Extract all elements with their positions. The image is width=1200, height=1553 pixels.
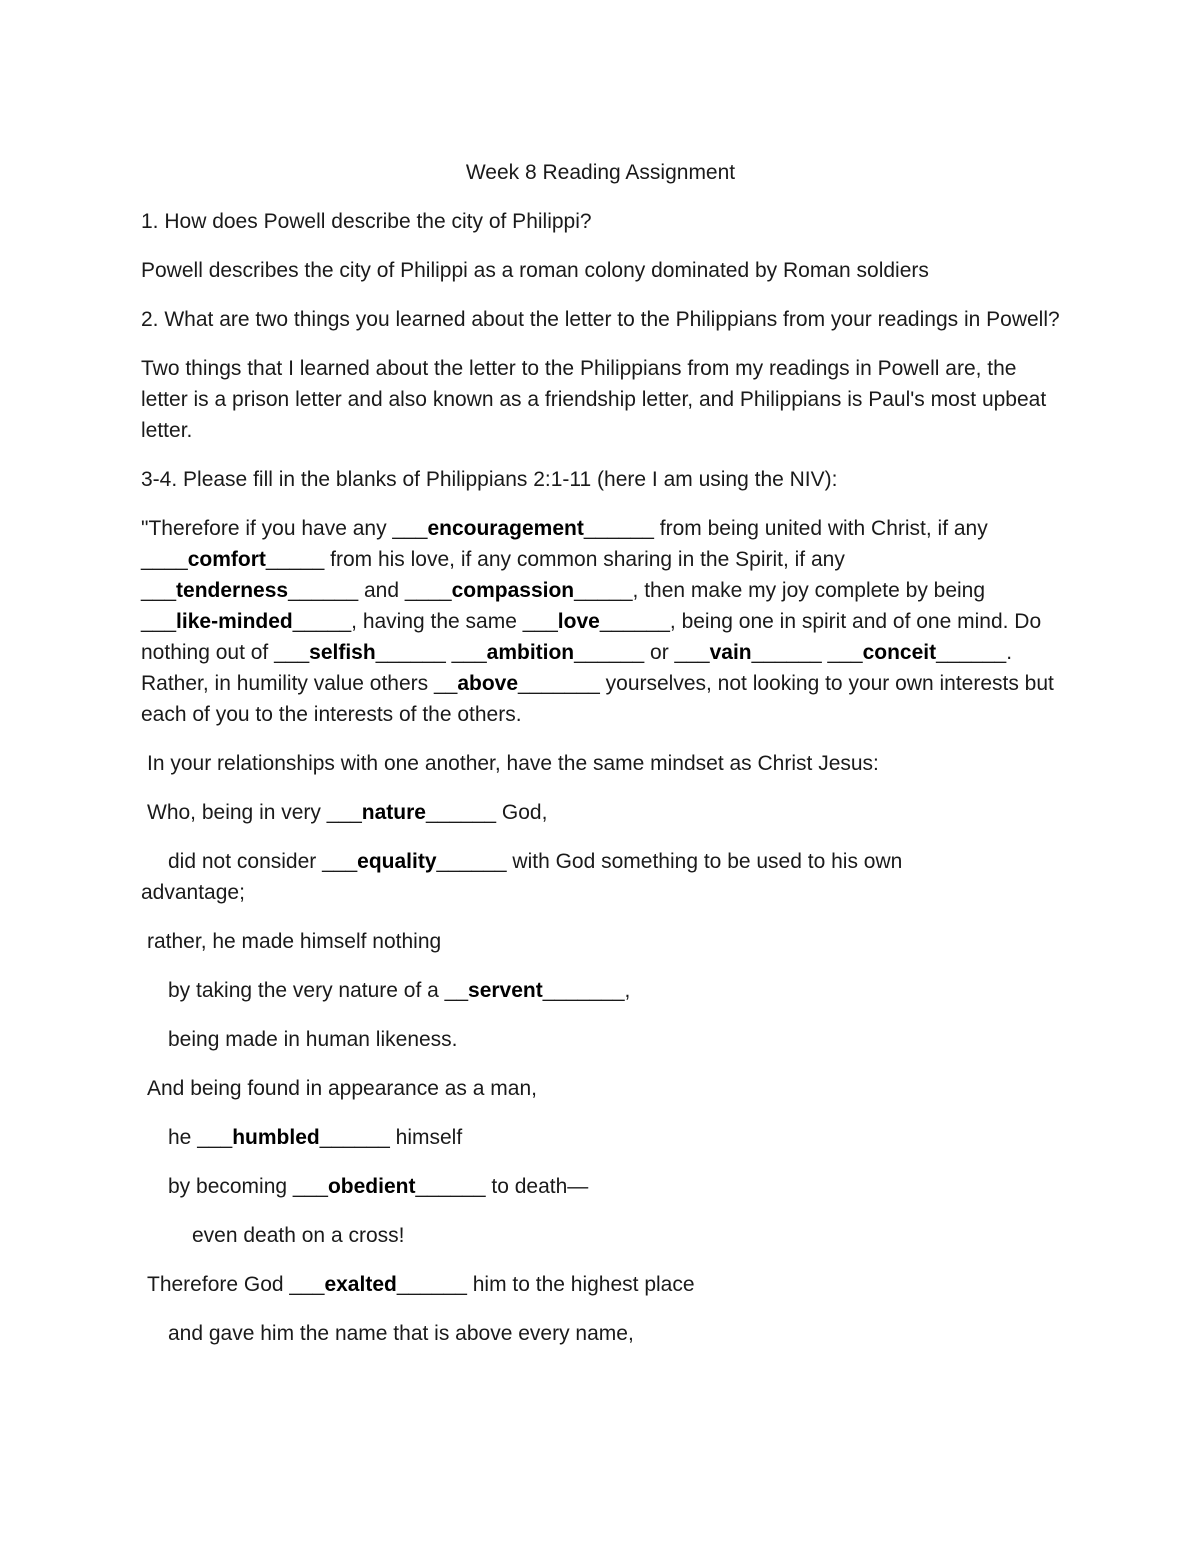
passage-text: "Therefore if you have any ___ (141, 517, 428, 540)
passage-paragraph (141, 513, 1060, 730)
blank-answer-selfish: selfish (309, 641, 376, 664)
hymn-line (141, 975, 1060, 1006)
blank-answer-compassion: compassion (451, 579, 575, 602)
hymn-text: he ___ (168, 1126, 233, 1149)
blank-answer-love: love (557, 610, 600, 633)
blank-answer-vain: vain (709, 641, 752, 664)
blank-answer-humbled: humbled (232, 1126, 320, 1149)
hymn-text: Who, being in very ___ (147, 801, 362, 824)
hymn-text: ______ with God something to be used to his own (436, 850, 903, 873)
passage-text: _______ yourselves, not looking to your own interests but each of you to the interests of the others. (141, 672, 1054, 726)
hymn-line (141, 1122, 1060, 1153)
hymn-text: ______ him to the highest place (396, 1273, 695, 1296)
blank-answer-ambition: ambition (486, 641, 575, 664)
blank-answer-encouragement: encouragement (427, 517, 584, 540)
hymn-line (141, 1171, 1060, 1202)
hymn-line: and gave him the name that is above every name, (168, 1322, 634, 1345)
hymn-text: Therefore God ___ (147, 1273, 325, 1296)
hymn-text: ______ to death— (415, 1175, 589, 1198)
blank-answer-like-minded: like-minded (176, 610, 293, 633)
hymn-line (141, 797, 1060, 828)
blank-answer-servent: servent (468, 979, 543, 1002)
hymn-line: being made in human likeness. (168, 1028, 458, 1051)
hymn-text: _______, (542, 979, 631, 1002)
blank-answer-comfort: comfort (187, 548, 266, 571)
passage-text: ______. Rather, in humility value others __ (141, 641, 1013, 695)
blank-answer-tenderness: tenderness (176, 579, 289, 602)
hymn-text: by taking the very nature of a __ (168, 979, 469, 1002)
hymn-line: even death on a cross! (192, 1224, 405, 1247)
blank-answer-nature: nature (361, 801, 426, 824)
answer-2: Two things that I learned about the letter to the Philippians from my readings in Powell are, the letter is a prison letter and also known as a friendship letter, and Philippians is Paul's most upbeat letter. (141, 357, 1047, 442)
passage-text: ______ ___ (751, 641, 863, 664)
passage-text: _____, then make my joy complete by being ___ (141, 579, 986, 633)
page-title: Week 8 Reading Assignment (465, 161, 736, 184)
passage-text: ______, being one in spirit and of one mind. Do nothing out of ___ (141, 610, 1042, 664)
blank-answer-above: above (457, 672, 519, 695)
passage-text: ______ from being united with Christ, if any ____ (141, 517, 988, 571)
passage-text: _____ from his love, if any common sharing in the Spirit, if any ___ (141, 548, 845, 602)
hymn-text: ______ himself (319, 1126, 463, 1149)
hymn-line: In your relationships with one another, have the same mindset as Christ Jesus: (147, 752, 879, 775)
passage-text: ______ or ___ (574, 641, 710, 664)
hymn-text: ______ God, (425, 801, 548, 824)
passage-text: ______ and ____ (288, 579, 452, 602)
question-3-4: 3-4. Please fill in the blanks of Philippians 2:1-11 (here I am using the NIV): (141, 468, 838, 491)
hymn-line: And being found in appearance as a man, (147, 1077, 537, 1100)
question-1: 1. How does Powell describe the city of Philippi? (141, 210, 592, 233)
hymn-text: did not consider ___ (168, 850, 358, 873)
hymn-line: rather, he made himself nothing (147, 930, 442, 953)
answer-1: Powell describes the city of Philippi as a roman colony dominated by Roman soldiers (141, 259, 929, 282)
passage-text: ______ ___ (375, 641, 487, 664)
hymn-line (141, 1269, 1060, 1300)
hymn-line (141, 846, 1060, 908)
hymn-text: by becoming ___ (168, 1175, 328, 1198)
passage-text: _____, having the same ___ (292, 610, 558, 633)
hymn-text: advantage; (141, 881, 245, 904)
blank-answer-exalted: exalted (324, 1273, 397, 1296)
blank-answer-conceit: conceit (862, 641, 937, 664)
blank-answer-equality: equality (357, 850, 437, 873)
question-2: 2. What are two things you learned about the letter to the Philippians from your readings in Powell? (141, 308, 1060, 331)
blank-answer-obedient: obedient (327, 1175, 416, 1198)
